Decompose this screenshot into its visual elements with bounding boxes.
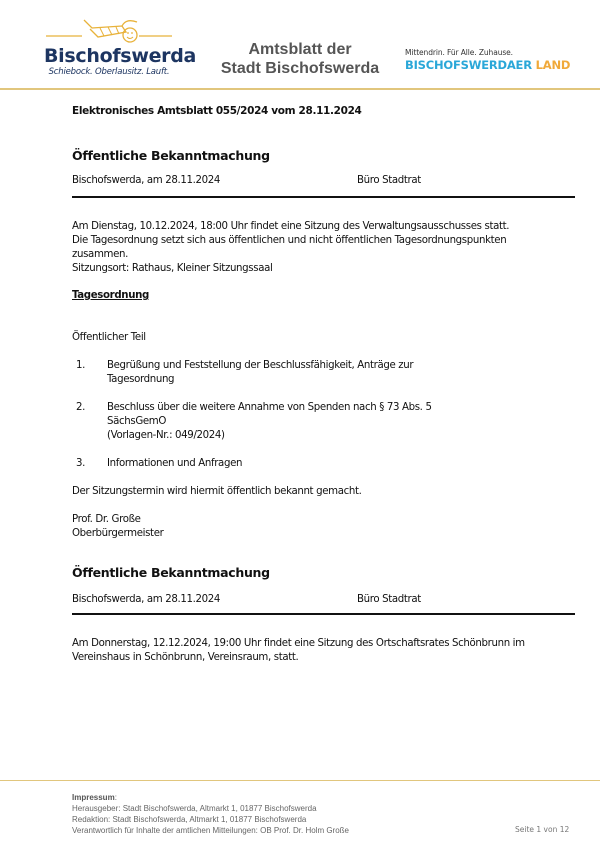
wheelbarrow-icon xyxy=(42,14,177,46)
gazette-title xyxy=(205,40,395,78)
page-indicator: Seite 1 von 12 xyxy=(515,825,570,834)
header-divider xyxy=(0,88,600,90)
signature-title: Oberbürgermeister xyxy=(72,528,164,539)
notice-place-date: Bischofswerda, am 28.11.2024 xyxy=(72,594,221,605)
impressum-line: Herausgeber: Stadt Bischofswerda, Altmarkt 1, 01877 Bischofswerda xyxy=(72,804,317,813)
notice-department: Büro Stadtrat xyxy=(357,175,421,186)
notice-place-date: Bischofswerda, am 28.11.2024 xyxy=(72,175,221,186)
agenda-item-line: Tagesordnung xyxy=(107,374,175,385)
agenda-item-line: Informationen und Anfragen xyxy=(107,458,243,469)
notice-divider xyxy=(72,196,575,198)
notice-body-line: Die Tagesordnung setzt sich aus öffentlichen und nicht öffentlichen Tagesordnungspunkten xyxy=(72,235,507,246)
agenda-item-line: Begrüßung und Feststellung der Beschlussfähigkeit, Anträge zur xyxy=(107,360,414,371)
notice-heading: Öffentliche Bekanntmachung xyxy=(72,565,270,580)
agenda-item-number: 1. xyxy=(76,360,86,371)
document-title: Elektronisches Amtsblatt 055/2024 vom 28.11.2024 xyxy=(72,105,362,117)
region-name-part2: LAND xyxy=(535,58,571,72)
agenda-item-line: SächsGemO xyxy=(107,416,167,427)
gazette-title-line1: Amtsblatt der xyxy=(248,41,352,58)
agenda-item-line: Beschluss über die weitere Annahme von Spenden nach § 73 Abs. 5 xyxy=(107,402,432,413)
notice-divider xyxy=(72,613,575,615)
region-brand xyxy=(405,48,590,72)
page-header xyxy=(0,0,600,88)
gazette-title-line2: Stadt Bischofswerda xyxy=(220,60,380,77)
notice-department: Büro Stadtrat xyxy=(357,594,421,605)
agenda-item-line: (Vorlagen-Nr.: 049/2024) xyxy=(107,430,225,441)
notice-body-line: Vereinshaus in Schönbrunn, Vereinsraum, statt. xyxy=(72,652,299,663)
impressum-line: Redaktion: Stadt Bischofswerda, Altmarkt 1, 01877 Bischofswerda xyxy=(72,815,307,824)
notice-heading: Öffentliche Bekanntmachung xyxy=(72,148,270,163)
logo-tagline: Schiebock. Oberlausitz. Lauft. xyxy=(48,67,170,77)
agenda-item-number: 3. xyxy=(76,458,86,469)
region-name-part1: BISCHOFSWERDAER xyxy=(405,58,532,72)
notice-body-line: Am Dienstag, 10.12.2024, 18:00 Uhr findet eine Sitzung des Verwaltungsausschusses statt. xyxy=(72,221,510,232)
agenda-item-number: 2. xyxy=(76,402,86,413)
city-logo xyxy=(42,14,197,80)
impressum-line: Verantwortlich für Inhalte der amtlichen Mitteilungen: OB Prof. Dr. Holm Große xyxy=(72,826,350,835)
region-slogan: Mittendrin. Für Alle. Zuhause. xyxy=(405,48,513,57)
notice-body-line: Sitzungsort: Rathaus, Kleiner Sitzungssaal xyxy=(72,263,273,274)
region-name xyxy=(405,58,590,72)
agenda-section: Öffentlicher Teil xyxy=(72,332,146,343)
impressum-colon: : xyxy=(114,793,117,802)
notice-body-line: zusammen. xyxy=(72,249,129,260)
notice-body-line: Am Donnerstag, 12.12.2024, 19:00 Uhr findet eine Sitzung des Ortschaftsrates Schönbrunn im xyxy=(72,638,525,649)
impressum xyxy=(72,792,349,836)
footer-divider xyxy=(0,780,600,781)
signature-name: Prof. Dr. Große xyxy=(72,514,141,525)
agenda-title: Tagesordnung xyxy=(72,290,149,301)
notice-closing: Der Sitzungstermin wird hiermit öffentlich bekannt gemacht. xyxy=(72,486,362,497)
impressum-label: Impressum xyxy=(72,793,115,802)
logo-name: Bischofswerda xyxy=(44,45,197,67)
